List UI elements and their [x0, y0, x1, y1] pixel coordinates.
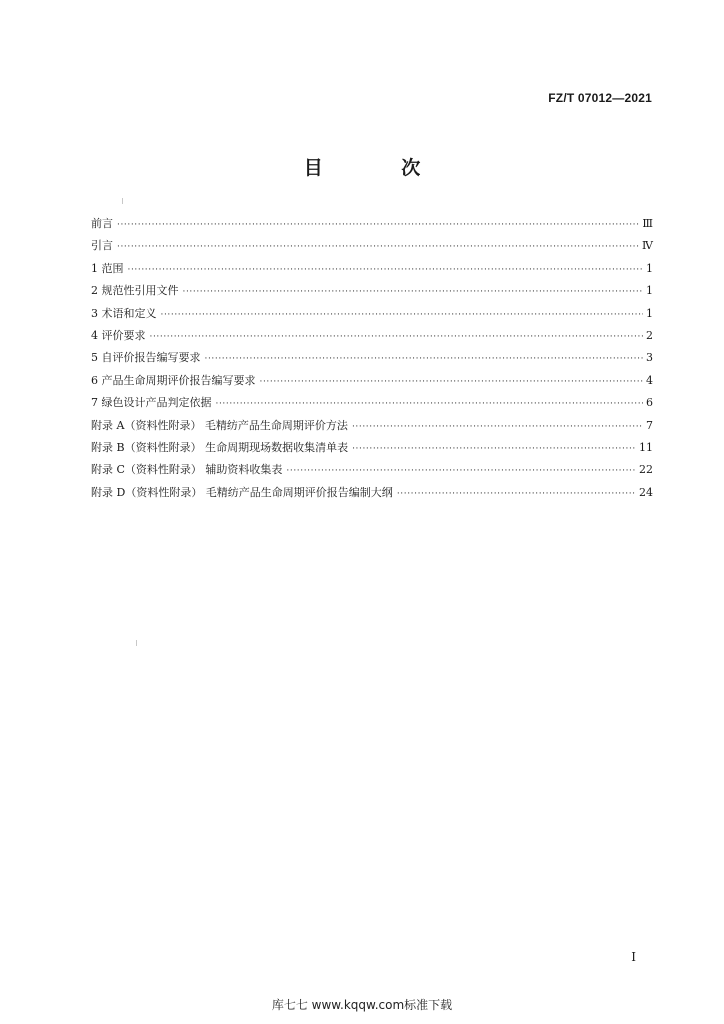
toc-entry-preface[interactable]: [91, 213, 653, 235]
toc-entry-page: 3: [646, 351, 653, 365]
toc-entry-label: 6 产品生命周期评价报告编写要求: [91, 373, 256, 387]
toc-dot-leader: [161, 304, 644, 326]
toc-entry-page: Ⅳ: [642, 239, 653, 253]
page-title: 目 次: [303, 157, 457, 179]
toc-entry-lifecycle-report[interactable]: [91, 370, 653, 392]
toc-entry-label: 引言: [91, 239, 113, 253]
toc-entry-page: Ⅲ: [642, 217, 653, 230]
toc-entry-label: 附录 D（资料性附录） 毛精纺产品生命周期评价报告编制大纲: [91, 485, 393, 499]
toc-entry-page: 1: [646, 261, 653, 275]
toc-entry-label: 附录 B（资料性附录） 生命周期现场数据收集清单表: [91, 440, 349, 454]
toc-dot-leader: [216, 393, 644, 415]
toc-entry-page: 6: [646, 396, 653, 410]
toc-dot-leader: [150, 326, 644, 348]
toc-entry-evaluation-requirements[interactable]: [91, 325, 653, 347]
toc-entry-page: 1: [646, 306, 653, 320]
toc-dot-leader: [352, 438, 636, 460]
toc-entry-label: 前言: [91, 217, 113, 230]
toc-entry-scope[interactable]: [91, 258, 653, 280]
toc-entry-normative-references[interactable]: [91, 280, 653, 302]
toc-entry-appendix-a[interactable]: [91, 415, 653, 437]
toc-entry-label: 5 自评价报告编写要求: [91, 351, 201, 365]
toc-entry-introduction[interactable]: [91, 235, 653, 257]
site-watermark: 库七七 www.kqqw.com标准下载: [271, 998, 453, 1012]
toc-dot-leader: [397, 483, 636, 505]
standard-code: FZ/T 07012—2021: [548, 91, 652, 105]
toc-entry-page: 2: [646, 328, 653, 342]
toc-dot-leader: [117, 214, 639, 236]
toc-dot-leader: [260, 371, 644, 393]
toc-entry-page: 4: [646, 373, 653, 387]
toc-entry-label: 附录 A（资料性附录） 毛精纺产品生命周期评价方法: [91, 418, 348, 432]
toc-dot-leader: [352, 416, 643, 438]
toc-entry-appendix-b[interactable]: [91, 437, 653, 459]
toc-entry-page: 11: [639, 440, 653, 454]
toc-dot-leader: [286, 460, 636, 482]
toc-entry-green-design-criteria[interactable]: [91, 392, 653, 414]
toc-dot-leader: [128, 259, 644, 281]
toc-entry-label: 2 规范性引用文件: [91, 284, 179, 298]
toc-entry-page: 7: [646, 418, 653, 432]
table-of-contents: [91, 213, 653, 504]
scan-speck: [122, 198, 123, 204]
toc-entry-page: 1: [646, 284, 653, 298]
toc-entry-appendix-c[interactable]: [91, 459, 653, 481]
toc-dot-leader: [183, 281, 644, 303]
toc-entry-label: 1 范围: [91, 261, 124, 275]
toc-entry-label: 4 评价要求: [91, 328, 146, 342]
toc-dot-leader: [117, 236, 639, 258]
toc-entry-label: 7 绿色设计产品判定依据: [91, 396, 212, 410]
page-number: I: [631, 950, 636, 964]
toc-entry-page: 22: [639, 463, 653, 477]
toc-dot-leader: [205, 348, 644, 370]
toc-entry-self-evaluation-report[interactable]: [91, 347, 653, 369]
toc-entry-page: 24: [639, 485, 653, 499]
scan-speck: [136, 640, 137, 646]
toc-entry-terms-definitions[interactable]: [91, 303, 653, 325]
toc-entry-appendix-d[interactable]: [91, 482, 653, 504]
toc-entry-label: 附录 C（资料性附录） 辅助资料收集表: [91, 463, 283, 477]
toc-entry-label: 3 术语和定义: [91, 306, 157, 320]
